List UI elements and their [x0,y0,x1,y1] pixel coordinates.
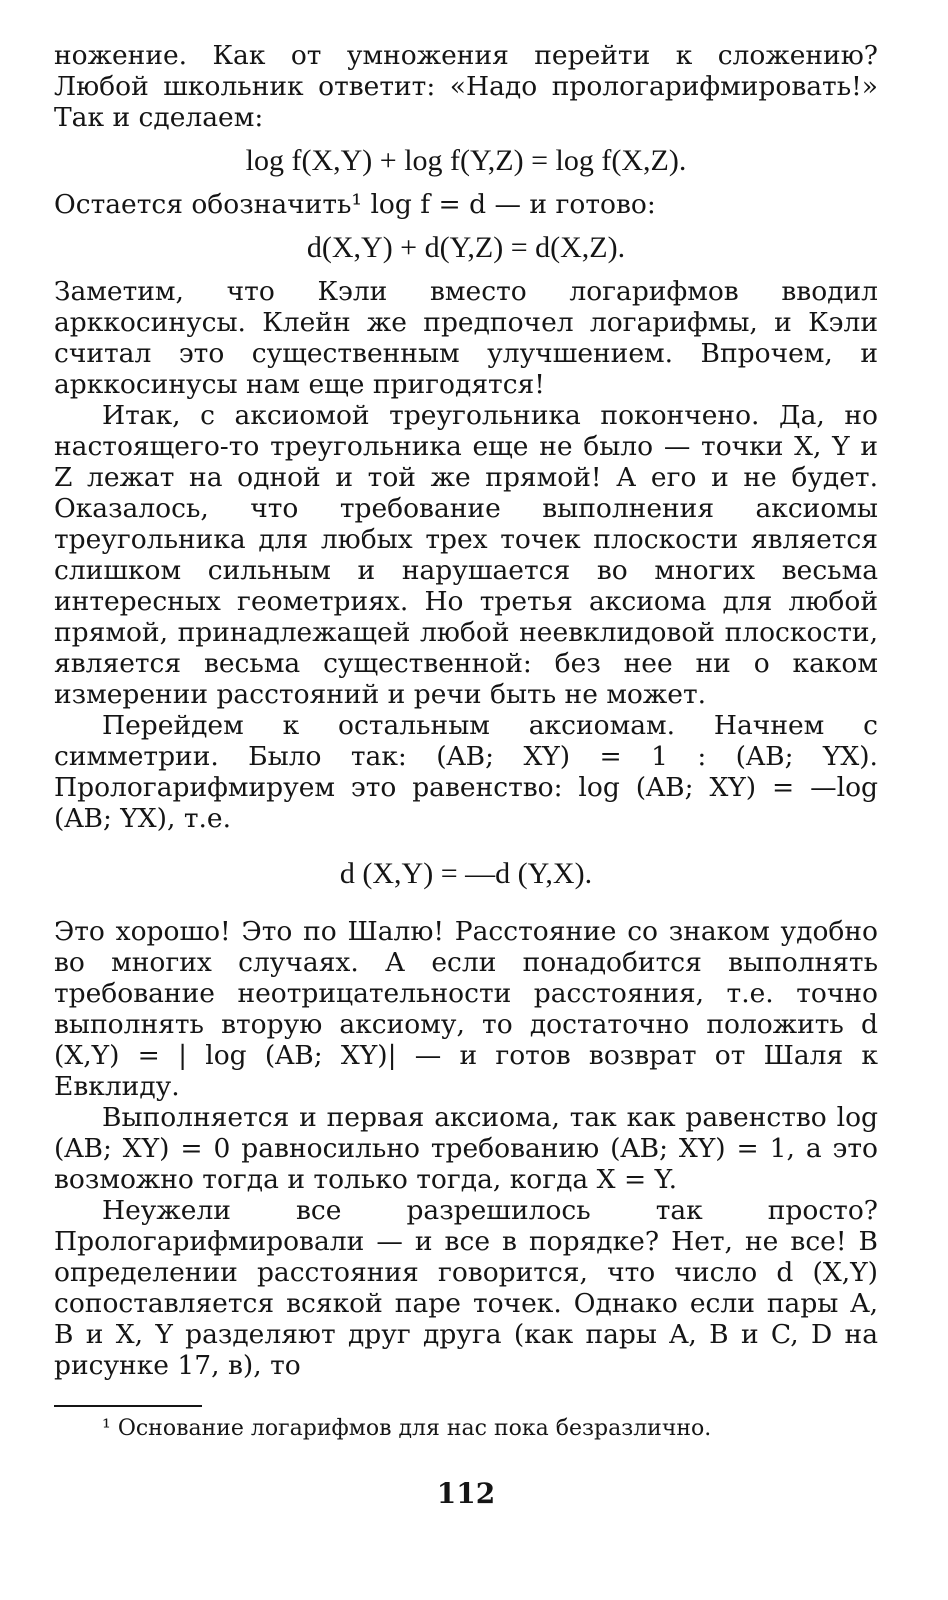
paragraph-2: Остается обозначить¹ log f = d — и готово: [54,189,656,220]
paragraph-6: Это хорошо! Это по Шалю! Расстояние со знаком удобно во многих случаях. А если понадобится выполнять требование неотрицательности расстояния, т.е. точно выполнять вторую аксиому, то достаточно положить d (X,Y) = | log (AB; XY)| — и готов возврат от Шаля к Евклиду. [54,916,878,1102]
formula-symmetry: d (X,Y) = —d (Y,X). [339,857,593,890]
footnote-divider [54,1405,202,1407]
paragraph-4: Итак, с аксиомой треугольника покончено. Да, но настоящего-то треугольника еще не было — точки X, Y и Z лежат на одной и той же прямой! А его и не будет. Оказалось, что требование выполнения аксиомы треугольника для любых трех точек плоскости является слишком сильным и нарушается во многих весьма интересных геометриях. Но третья аксиома для любой прямой, принадлежащей любой неевклидовой плоскости, является весьма существенной: без нее ни о каком измерении расстояний и речи быть не может. [54,400,878,710]
formula-distance-sum: d(X,Y) + d(Y,Z) = d(X,Z). [306,231,626,264]
formula-log-sum: log f(X,Y) + log f(Y,Z) = log f(X,Z). [245,144,687,177]
paragraph-5: Перейдем к остальным аксиомам. Начнем с симметрии. Было так: (AB; XY) = 1 : (AB; YX). Прологарифмируем это равенство: log (AB; XY) = —log (AB; YX), т.е. [54,710,878,834]
paragraph-7: Выполняется и первая аксиома, так как равенство log (AB; XY) = 0 равносильно требованию (AB; XY) = 1, а это возможно тогда и только тогда, когда X = Y. [54,1102,878,1195]
footnote: ¹ Основание логарифмов для нас пока безразлично. [102,1416,712,1441]
paragraph-8: Неужели все разрешилось так просто? Прологарифмировали — и все в порядке? Нет, не все! В определении расстояния говорится, что число d (X,Y) сопоставляется всякой паре точек. Однако если пары A, B и X, Y разделяют друг друга (как пары A, B и C, D на рисунке 17, в), то [54,1195,878,1381]
main-text [54,40,878,1381]
page-number: 112 [436,1477,496,1510]
paragraph-3: Заметим, что Кэли вместо логарифмов вводил арккосинусы. Клейн же предпочел логарифмы, и Кэли считал это существенным улучшением. Впрочем, и арккосинусы нам еще пригодятся! [54,276,878,400]
paragraph-1: ножение. Как от умножения перейти к сложению? Любой школьник ответит: «Надо прологарифмировать!» Так и сделаем: [54,40,878,133]
